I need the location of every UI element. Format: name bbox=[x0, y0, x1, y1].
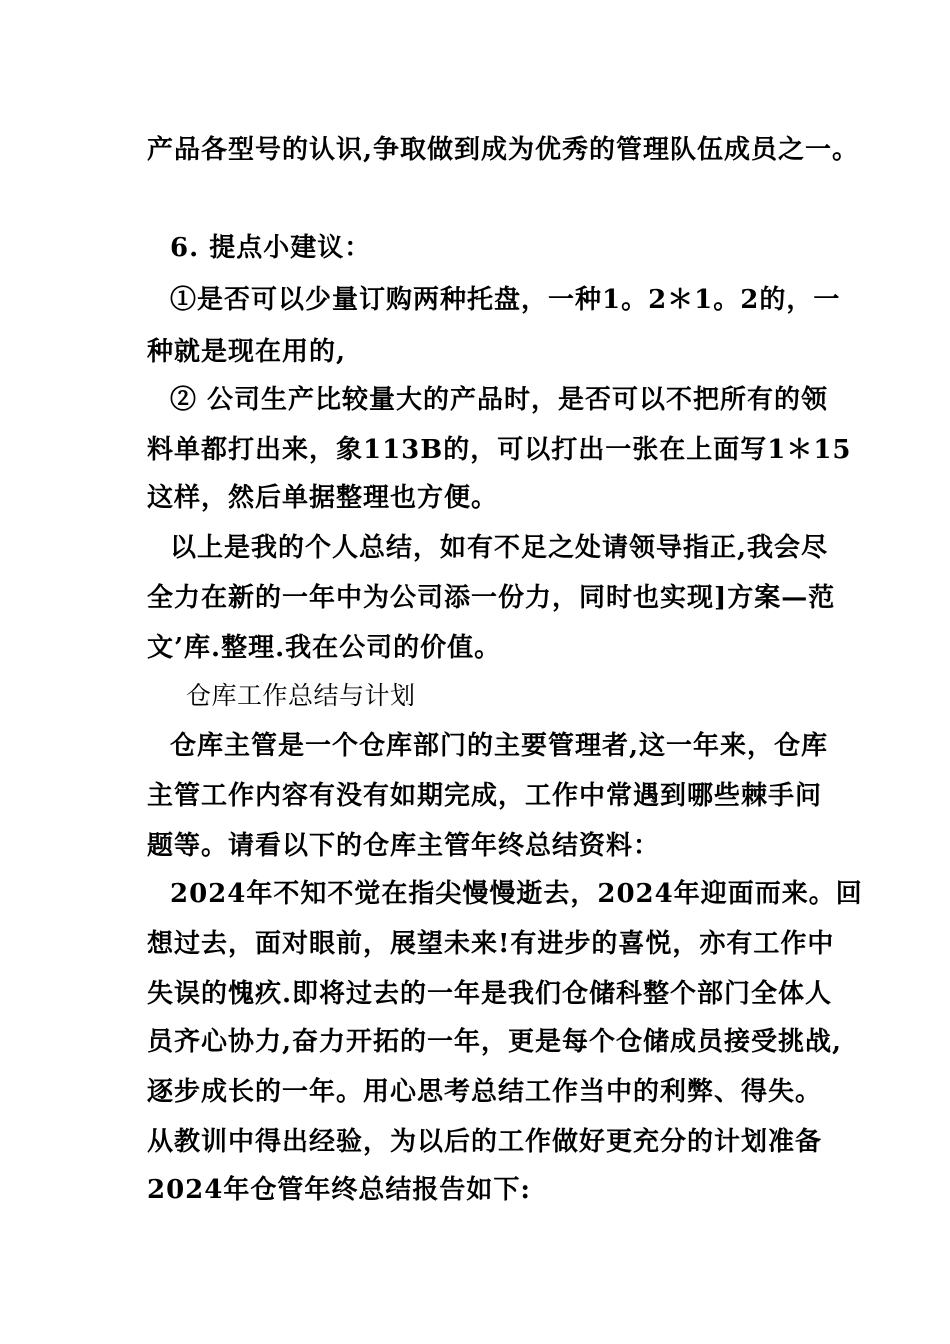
section-heading-suggestions: 6. 提点小建议： bbox=[170, 233, 372, 263]
suggestion-item-1: ①是否可以少量订购两种托盘，一种1。2＊1。2的，一 bbox=[170, 285, 841, 315]
closing-paragraph: 以上是我的个人总结，如有不足之处请领导指正,我会尽 bbox=[170, 533, 829, 563]
body-line: 料单都打出来，象113B的，可以打出一张在上面写1＊15 bbox=[147, 435, 852, 465]
body-line: 想过去，面对眼前，展望未来!有进步的喜悦，亦有工作中 bbox=[147, 929, 835, 959]
body-line: 文’库.整理.我在公司的价值。 bbox=[147, 633, 502, 663]
body-line: 失误的愧疚.即将过去的一年是我们仓储科整个部门全体人 bbox=[147, 979, 833, 1009]
body-line: 主管工作内容有没有如期完成，工作中常遇到哪些棘手问 bbox=[147, 781, 823, 811]
body-line: 产品各型号的认识,争取做到成为优秀的管理队伍成员之一。 bbox=[147, 135, 860, 165]
section-title: 仓库工作总结与计划 bbox=[186, 681, 416, 710]
body-line: 这样，然后单据整理也方便。 bbox=[147, 483, 499, 513]
body-line: 逐步成长的一年。用心思考总结工作当中的利弊、得失。 bbox=[147, 1077, 823, 1107]
body-line: 全力在新的一年中为公司添一份力，同时也实现]方案—范 bbox=[147, 583, 836, 613]
body-line: 从教训中得出经验，为以后的工作做好更充分的计划准备 bbox=[147, 1127, 823, 1157]
body-line: 题等。请看以下的仓库主管年终总结资料： bbox=[147, 831, 661, 861]
suggestion-item-2: ② 公司生产比较量大的产品时，是否可以不把所有的领 bbox=[170, 385, 829, 415]
body-line: 2024年仓管年终总结报告如下: bbox=[147, 1175, 531, 1205]
summary-paragraph: 2024年不知不觉在指尖慢慢逝去，2024年迎面而来。回 bbox=[170, 879, 863, 909]
intro-paragraph: 仓库主管是一个仓库部门的主要管理者,这一年来，仓库 bbox=[170, 731, 829, 761]
body-line: 种就是现在用的, bbox=[147, 337, 347, 367]
body-line: 员齐心协力,奋力开拓的一年，更是每个仓储成员接受挑战, bbox=[147, 1027, 843, 1057]
